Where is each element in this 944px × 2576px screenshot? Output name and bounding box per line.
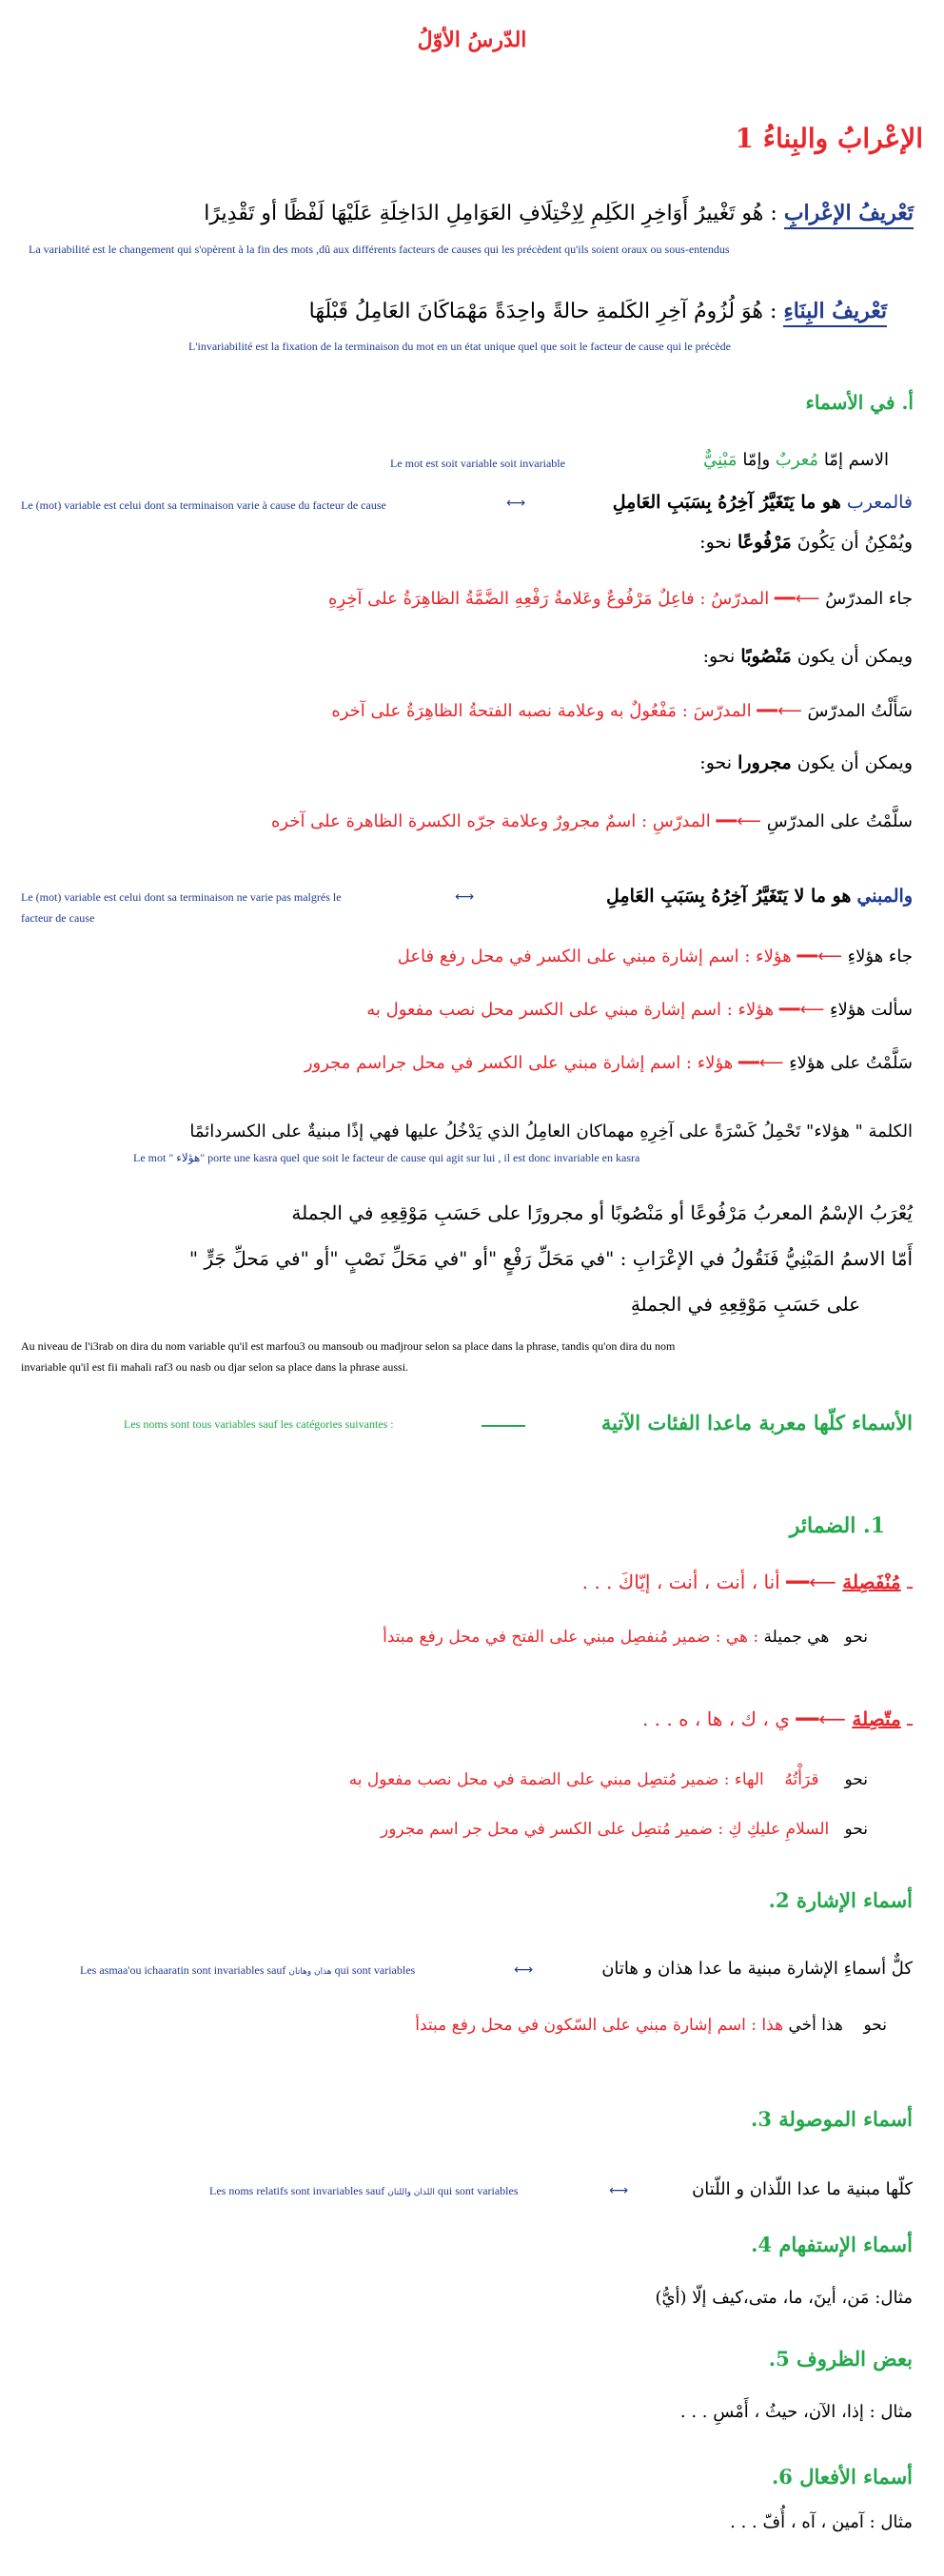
- example-ha2ula-3: سَلَّمْتُ على هؤلاءِ ⟵━━ هؤلاء : اسم إشارة مبني على الكسر في محل جراسم مجرور: [304, 1053, 913, 1073]
- section-a-heading: أ. في الأسماء: [805, 391, 914, 414]
- line-mansoub: ويمكن أن يكون مَنْصُوبًا نحو:: [702, 646, 913, 667]
- arrow-left-icon: ⟵━━: [716, 811, 761, 831]
- def-bina-fr: L'invariabilité est la fixation de la terminaison du mot en un état unique quel que soit le facteur de cause qui le précède: [188, 340, 731, 353]
- section-4-heading: أسماء الإستفهام 4.: [751, 2233, 913, 2256]
- exceptions-heading: الأسماء كلّها معربة ماعدا الفئات الآتية: [600, 1411, 913, 1434]
- muttasila-line: ـ متّصِلة ⟵━━ ي ، ك ، ها ، ه . . .: [641, 1708, 913, 1730]
- example-ishara: نحو هذا أخي هذا : اسم إشارة مبني على السّكون في محل رفع مبتدأ: [415, 2016, 887, 2035]
- def-bina: [309, 298, 887, 326]
- munfasila-label: مُنْفَصِلة: [842, 1571, 901, 1593]
- line6-fr-2: facteur de cause: [21, 911, 95, 925]
- section-3-heading: أسماء الموصولة 3.: [751, 2107, 913, 2131]
- munfasila-line: ـ مُنْفَصِلة ⟵━━ أنا ، أنت ، أنت ، إيّاكَ . . .: [581, 1571, 913, 1593]
- example-ha2ula-1: جاء هؤلاءِ ⟵━━ هؤلاء : اسم إشارة مبني على الكسر في محل رفع فاعل: [397, 946, 913, 966]
- line-mawsoula: كلّها مبنية ما عدا اللّذان و اللّتان: [692, 2179, 913, 2199]
- def-irab: [204, 200, 914, 228]
- def-bina-text: : هُوَ لُزُومُ آخِرِ الكَلمةِ حالةً واحِدَةً مَهْمَاكَانَ العَامِلُ قَبْلَهَا: [308, 300, 777, 323]
- def-irab-fr: La variabilité est le changement qui s'opèrent à la fin des mots ,dû aux différents facteurs de causes qui les précèdent qu'ils soient oraux ou sous-entendus: [29, 243, 730, 256]
- line-mabni-def: والمبني هو ما لا يَتَغَيَّرُ آخِرُهُ بِسَبَبِ العَامِلِ: [606, 886, 913, 907]
- arrow-left-icon: ⟵━━: [738, 1053, 784, 1073]
- line-mu3rab-def: فالمعرب هو ما يَتَغَيَّرُ آخِرُهُ بِسَبَبِ العَامِلِ: [612, 492, 913, 513]
- arrow-left-icon: ⟵━━: [757, 701, 802, 721]
- example-asma-afal: مثال : آمين ، آه ، أُفّ . . .: [730, 2512, 913, 2532]
- arrow-left-icon: ⟵━━: [778, 1000, 825, 1020]
- example-marfou: جاء المدرّسُ ⟵━━ المدرّسُ : فاعِلٌ مَرْفُوعٌ وعَلامةُ رَفْعِهِ الضَّمَّةُ الظاهِرَةُ على آخِرِهِ: [327, 589, 913, 609]
- para-irab-fr-2: invariable qu'il est fii mahali raf3 ou nasb ou djar selon sa place dans la phrase aussi.: [21, 1360, 409, 1374]
- line-mu3rab-mabni: الاسم إمّا مُعربٌ وإمّا مَبْنِيٌّ: [703, 450, 889, 470]
- para-irab-3: على حَسَبِ مَوْقِعِهِ في الجملةِ: [630, 1293, 860, 1316]
- arrow-both-icon: ⟷: [455, 889, 475, 905]
- example-muttasil-2: نحو السلامِ عليكِ كِ : ضمير مُتصِل على الكسر في محل جر اسم مجرور: [381, 1820, 868, 1839]
- example-munfasil: نحو هي جميلة : هي : ضمير مُنفصِل مبني على الفتح في محل رفع مبتدأ: [383, 1628, 868, 1647]
- example-mansoub: سَأَلْتُ المدرّسَ ⟵━━ المدرّسَ : مَفْعُولٌ به وعلامة نصبه الفتحةُ الظاهِرَةُ على آخره: [331, 701, 913, 721]
- muttasila-list: ي ، ك ، ها ، ه . . .: [641, 1708, 790, 1730]
- exceptions-fr: Les noms sont tous variables sauf les catégories suivantes :: [124, 1417, 394, 1431]
- para-irab-fr-1: Au niveau de l'i3rab on dira du nom variable qu'il est marfou3 ou mansoub ou madjrour selon sa place dans la phrase, tandis qu'on dira du nom: [21, 1339, 676, 1353]
- arrow-left-icon: ⟵━━: [774, 589, 820, 609]
- arrow-left-icon: ⟵━━: [796, 1708, 846, 1730]
- line6-fr-1: Le (mot) variable est celui dont sa terminaison ne varie pas malgrés le: [21, 890, 342, 904]
- example-ha2ula-2: سألت هؤلاءِ ⟵━━ هؤلاء : اسم إشارة مبني على الكسر محل نصب مفعول به: [366, 1000, 913, 1020]
- line-mawsoula-fr: Les noms relatifs sont invariables sauf اللذان واللتان qui sont variables: [209, 2184, 519, 2197]
- para-ha2ula-fr: Le mot " هؤلاء" porte une kasra quel que soit le facteur de cause qui agit sur lui , il est donc invariable en kasra: [133, 1151, 640, 1164]
- muttasila-label: متّصِلة: [852, 1708, 901, 1730]
- line-ishara: كلٌّ أسماءِ الإشارة مبنية ما عدا هذان و هاتان: [601, 1959, 913, 1979]
- arrow-left-icon: ⟵━━: [786, 1571, 836, 1593]
- example-muttasil-1: نحو قرَأْتُهُ الهاء : ضمير مُتصِل مبني على الضمة في محل نصب مفعول به: [348, 1770, 868, 1789]
- para-irab-2: أَمّا الاسمُ المَبْنِيُّ فَنَقُولُ في الإعْرَابِ : "في مَحَلِّ رَفْعٍ "أو "في مَحَلِّ نَصْبٍ "أو "في مَحلِّ جَرٍّ ": [188, 1247, 913, 1270]
- section-6-heading: أسماء الأفعال 6.: [771, 2465, 913, 2488]
- arrow-left-icon: ⟵━━: [796, 946, 842, 966]
- line-majrour: ويمكن أن يكون مجرورا نحو:: [699, 752, 913, 773]
- para-irab-1: يُعْرَبُ الإسْمُ المعربُ مَرْفُوعًا أو مَنْصُوبًا أو مجرورًا على حَسَبِ مَوْقِعِهِ في الجملة: [291, 1201, 913, 1224]
- lesson-title: الدّرسُ الأوّلُ: [417, 28, 527, 52]
- line-ishara-fr: Les asmaa'ou ichaaratin sont invariables sauf هذان وهاتان qui sont variables: [80, 1963, 416, 1977]
- line2-fr: Le (mot) variable est celui dont sa terminaison varie à cause du facteur de cause: [21, 498, 386, 512]
- main-heading: الإعْرابُ والبِناءُ 1: [735, 123, 923, 154]
- example-zuruf: مثال : إذا، الآن، حيثُ ، أَمْسِ . . .: [679, 2402, 913, 2422]
- section-5-heading: بعض الظروف 5.: [768, 2347, 913, 2371]
- section-1-heading: 1. الضمائر: [789, 1513, 885, 1538]
- arrow-both-icon: ⟷: [506, 496, 526, 511]
- def-bina-label: تَعْريفُ البِنَاءِ: [783, 299, 887, 327]
- exceptions-dash: [482, 1425, 525, 1427]
- example-majrour: سلَّمْتُ على المدرّسِ ⟵━━ المدرّسِ : اسمٌ مجرورٌ وعلامة جرّه الكسرة الظاهرة على آخره: [270, 811, 913, 831]
- def-irab-label: تَعْريفُ الإعْرابِ: [784, 201, 914, 229]
- arrow-both-icon: ⟷: [609, 2183, 629, 2198]
- para-ha2ula: الكلمة " هؤلاء" تَحْمِلُ كَسْرَةً على آخِرِهِ مهماكان العامِلُ الذي يَدْخُلُ عليها فهي إذًا مبنيةٌ على الكسردائمًا: [189, 1122, 913, 1142]
- munfasila-list: أنا ، أنت ، أنت ، إيّاكَ . . .: [581, 1571, 780, 1593]
- example-istifham: مثال: مَن، أينَ، ما، متى،كيف إلّا (أيُّ): [655, 2288, 913, 2308]
- arrow-both-icon: ⟷: [514, 1962, 534, 1978]
- line-marfou: ويُمْكِنُ أن يَكُونَ مَرْفُوعًا نحو:: [699, 532, 913, 553]
- line1-fr: Le mot est soit variable soit invariable: [390, 457, 565, 470]
- def-irab-text: : هُو تَغْييرُ أَوَاخِرِ الكَلِمِ لِاِخْتِلَافِ العَوَامِلِ الدَاخِلَةِ عَلَيْهَا لَفْظًا أو تَقْدِيرًا: [204, 202, 777, 225]
- section-2-heading: أسماء الإشارة 2.: [768, 1888, 913, 1912]
